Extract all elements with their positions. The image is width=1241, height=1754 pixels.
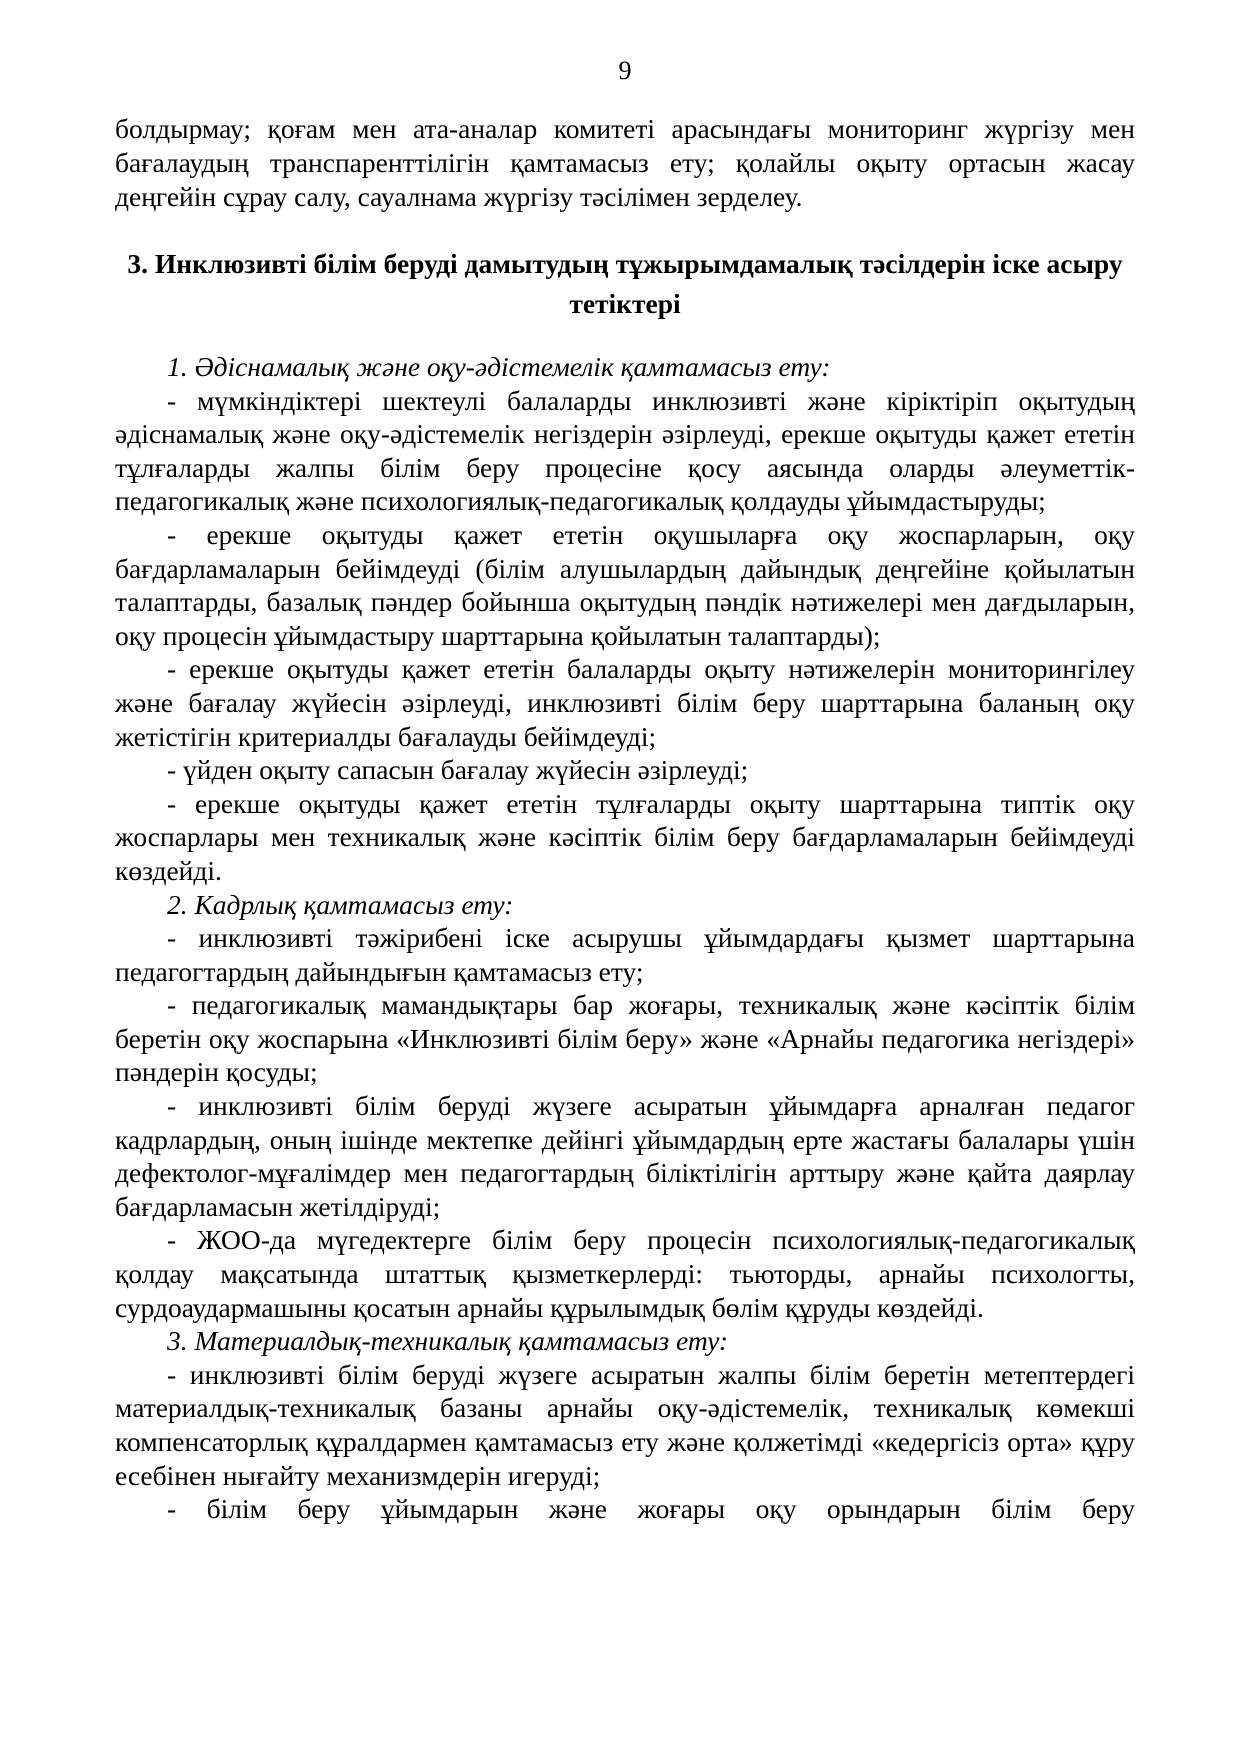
paragraph: - білім беру ұйымдарын және жоғары оқу орындарын білім беру xyxy=(167,1493,1135,1525)
paragraph: - мүмкіндіктері шектеулі балаларды инклюзивті және кіріктіріп оқытудың әдіснамалық және оқу-әдістемелік негіздерін әзірлеуді, ерекше оқытуды қажет ететін тұлғаларды жалпы білім беру процесіне қосу аясында оларды әлеуметтік-педагогикалық және психологиялық-педагогикалық қолдауды ұйымдастыруды; xyxy=(115,384,1135,517)
paragraph: 2. Кадрлық қамтамасыз ету: xyxy=(167,888,514,920)
paragraph: - инклюзивті тәжірибені іске асырушы ұйымдардағы қызмет шарттарына педагогтардың дайындығын қамтамасыз ету; xyxy=(115,922,1135,987)
paragraph: - ЖОО-да мүгедектерге білім беру процесін психологиялық-педагогикалық қолдау мақсатында штаттық қызметкерлерді: тьюторды, арнайы психологты, сурдоаудармашыны қосатын арнайы құрылымдық бөлім құруды көздейді. xyxy=(115,1224,1135,1323)
paragraph: - ерекше оқытуды қажет ететін тұлғаларды оқыту шарттарына типтік оқу жоспарлары мен техникалық және кәсіптік білім беру бағдарламаларын бейімдеуді көздейді. xyxy=(115,787,1135,886)
paragraph: - педагогикалық мамандықтары бар жоғары, техникалық және кәсіптік білім беретін оқу жоспарына «Инклюзивті білім беру» және «Арнайы педагогика негіздері» пәндерін қосуды; xyxy=(115,989,1135,1088)
paragraph: 3. Материалдық-техникалық қамтамасыз ету: xyxy=(167,1325,729,1357)
intro-paragraph: болдырмау; қоғам мен ата-аналар комитеті арасындағы мониторинг жүргізу мен бағалаудың транспаренттілігін қамтамасыз ету; қолайлы оқыту ортасын жасау деңгейін сұрау салу, сауалнама жүргізу тәсілімен зерделеу. xyxy=(115,113,1135,212)
paragraph: - үйден оқыту сапасын бағалау жүйесін әзірлеуді; xyxy=(167,754,749,786)
paragraph: - инклюзивті білім беруді жүзеге асыратын жалпы білім беретін метептердегі материалдық-техникалық базаны арнайы оқу-әдістемелік, техникалық көмекші компенсаторлық құралдармен қамтамасыз ету және қолжетімді «кедергісіз орта» құру есебінен нығайту механизмдерін игеруді; xyxy=(115,1358,1135,1491)
page-number: 9 xyxy=(618,56,632,85)
paragraph: 1. Әдіснамалық және оқу-әдістемелік қамтамасыз ету: xyxy=(167,351,831,382)
section-heading: 3. Инклюзивті білім беруді дамытудың тұжырымдамалық тәсілдерін іске асыру тетіктері xyxy=(127,248,1123,319)
paragraph: - ерекше оқытуды қажет ететін балаларды оқыту нәтижелерін мониторингілеу және бағалау жүйесін әзірлеуді, инклюзивті білім беру шарттарына баланың оқу жетістігін критериалды бағалауды бейімдеуді; xyxy=(115,653,1135,752)
paragraph-list xyxy=(115,350,1135,1526)
paragraph: - ерекше оқытуды қажет ететін оқушыларға оқу жоспарларын, оқу бағдарламаларын бейімдеуді (білім алушылардың дайындық деңгейіне қойылатын талаптарды, базалық пәндер бойынша оқытудың пәндік нәтижелері мен дағдыларын, оқу процесін ұйымдастыру шарттарына қойылатын талаптарды); xyxy=(115,518,1135,651)
paragraph: - инклюзивті білім беруді жүзеге асыратын ұйымдарға арналған педагог кадрлардың, оның ішінде мектепке дейінгі ұйымдардың ерте жастағы балалары үшін дефектолог-мұғалімдер мен педагогтардың біліктілігін арттыру және қайта даярлау бағдарламасын жетілдіруді; xyxy=(115,1090,1135,1222)
